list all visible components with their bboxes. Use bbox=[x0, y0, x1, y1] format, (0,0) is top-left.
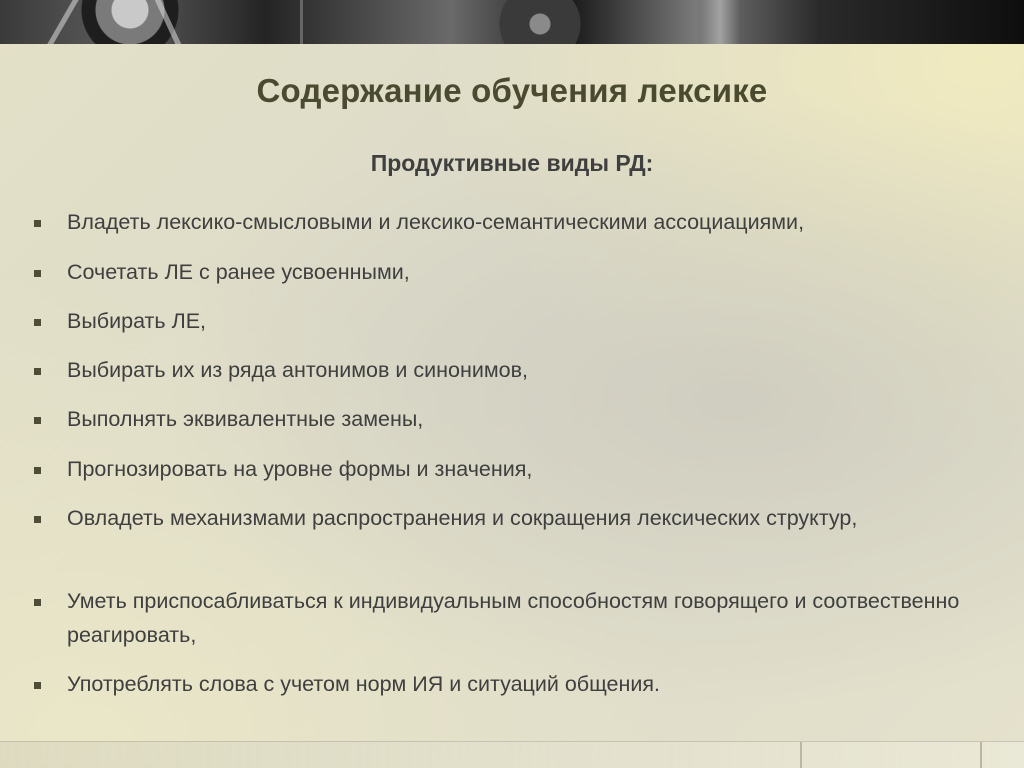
list-item bbox=[34, 205, 994, 239]
divider-decoration bbox=[300, 0, 303, 44]
highlight-decoration bbox=[700, 0, 740, 44]
square-bullet-icon bbox=[34, 319, 41, 326]
footer-divider bbox=[980, 742, 982, 768]
bullet-text: Овладеть механизмами распространения и сокращения лексических структур, bbox=[67, 506, 858, 530]
square-bullet-icon bbox=[34, 682, 41, 689]
square-bullet-icon bbox=[34, 599, 41, 606]
list-item bbox=[34, 353, 994, 387]
footer-divider bbox=[800, 742, 802, 768]
wheel-spoke-decoration bbox=[47, 0, 78, 44]
list-item bbox=[34, 304, 994, 338]
slide-title: Содержание обучения лексике bbox=[256, 72, 768, 109]
bullet-text: Выбирать их из ряда антонимов и синонимов, bbox=[67, 358, 528, 382]
bullet-text: Уметь приспосабливаться к индивидуальным способностям говорящего и соотвественно реагировать, bbox=[67, 589, 960, 647]
bullet-text: Выполнять эквивалентные замены, bbox=[67, 407, 424, 431]
square-bullet-icon bbox=[34, 467, 41, 474]
list-item bbox=[34, 584, 994, 652]
square-bullet-icon bbox=[34, 270, 41, 277]
list-item bbox=[34, 452, 994, 486]
square-bullet-icon bbox=[34, 516, 41, 523]
bullet-text: Употреблять слова с учетом норм ИЯ и ситуаций общения. bbox=[67, 672, 661, 696]
bullet-text: Выбирать ЛЕ, bbox=[67, 309, 207, 333]
wheel-spoke-decoration bbox=[155, 0, 182, 44]
decorative-header-image bbox=[0, 0, 1024, 44]
square-bullet-icon bbox=[34, 220, 41, 227]
bullet-text: Сочетать ЛЕ с ранее усвоенными, bbox=[67, 260, 410, 284]
list-item bbox=[34, 667, 994, 701]
list-item bbox=[34, 255, 994, 289]
square-bullet-icon bbox=[34, 417, 41, 424]
bullet-text: Владеть лексико-смысловыми и лексико-семантическими ассоциациями, bbox=[67, 210, 805, 234]
list-item bbox=[34, 501, 934, 535]
footer-decoration bbox=[0, 741, 1024, 768]
bullet-text: Прогнозировать на уровне формы и значения, bbox=[67, 457, 533, 481]
square-bullet-icon bbox=[34, 368, 41, 375]
slide-subtitle: Продуктивные виды РД: bbox=[370, 150, 654, 176]
list-item bbox=[34, 402, 994, 436]
